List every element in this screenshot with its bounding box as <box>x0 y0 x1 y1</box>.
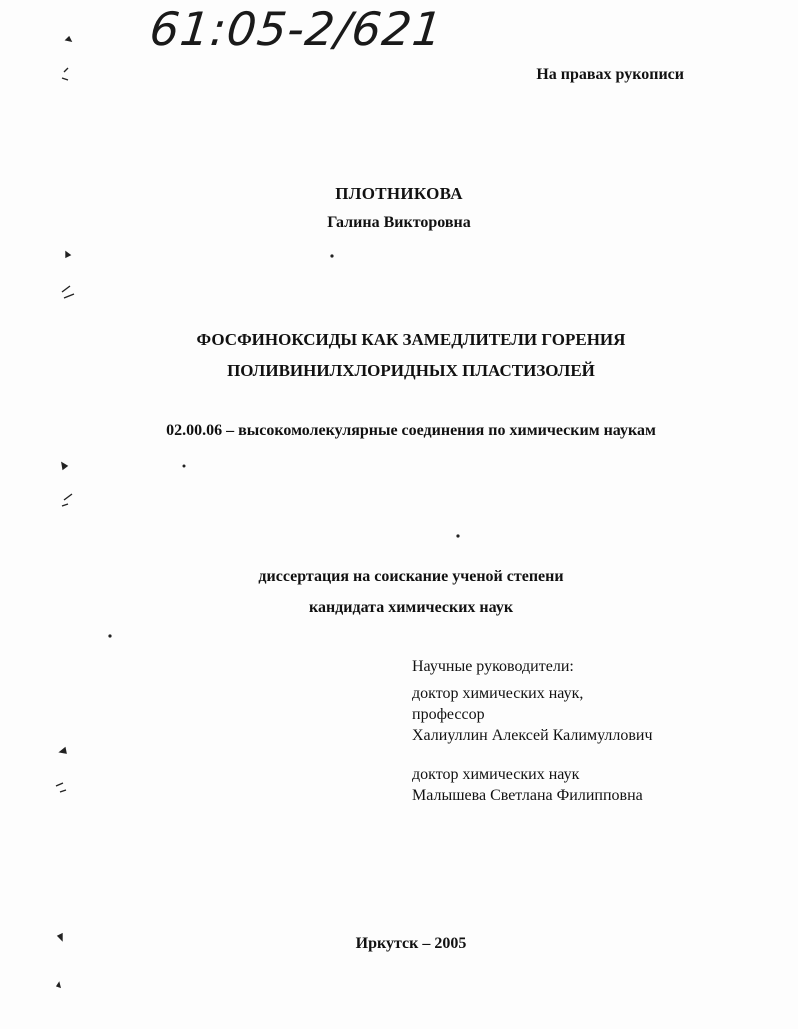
city-year: Иркутск – 2005 <box>355 935 467 952</box>
scan-speck <box>457 535 459 537</box>
advisors-heading: Научные руководители: <box>412 658 574 675</box>
advisor-1-name: Халиуллин Алексей Калимуллович <box>412 727 653 744</box>
scan-speck <box>60 748 66 753</box>
dissertation-degree-line-2: кандидата химических наук <box>308 599 514 616</box>
author-given-name: Галина Викторовна <box>327 214 471 231</box>
advisor-2 <box>412 764 653 806</box>
manuscript-rights-label: На правах рукописи <box>536 66 684 83</box>
scan-speck <box>62 68 68 80</box>
specialty-code: 02.00.06 – высокомолекулярные соединения по химическим наукам <box>166 422 656 439</box>
scientific-advisors <box>412 656 653 806</box>
author-surname: ПЛОТНИКОВА <box>335 184 463 203</box>
scan-speck <box>62 286 74 298</box>
scan-speck <box>62 463 67 469</box>
advisor-1 <box>412 683 653 746</box>
advisor-2-degree: доктор химических наук <box>412 766 580 783</box>
dissertation-degree-line-1: диссертация на соискание ученой степени <box>258 568 564 585</box>
advisor-1-degree: доктор химических наук, <box>412 685 584 702</box>
thesis-title-line-2: ПОЛИВИНИЛХЛОРИДНЫХ ПЛАСТИЗОЛЕЙ <box>227 361 595 380</box>
scan-speck <box>57 983 60 987</box>
archive-code-handwritten: 61:05-2/621 <box>147 2 446 56</box>
thesis-title-line-1: ФОСФИНОКСИДЫ КАК ЗАМЕДЛИТЕЛИ ГОРЕНИЯ <box>196 330 626 349</box>
scan-speck <box>66 37 71 41</box>
scan-speck <box>62 494 72 506</box>
scan-speck <box>66 252 70 257</box>
advisor-2-name: Малышева Светлана Филипповна <box>412 787 643 804</box>
scan-speck <box>183 465 185 467</box>
advisor-1-rank: профессор <box>412 706 485 723</box>
scan-speck <box>56 783 66 792</box>
scan-speck <box>331 255 333 257</box>
scan-speck <box>109 635 111 637</box>
